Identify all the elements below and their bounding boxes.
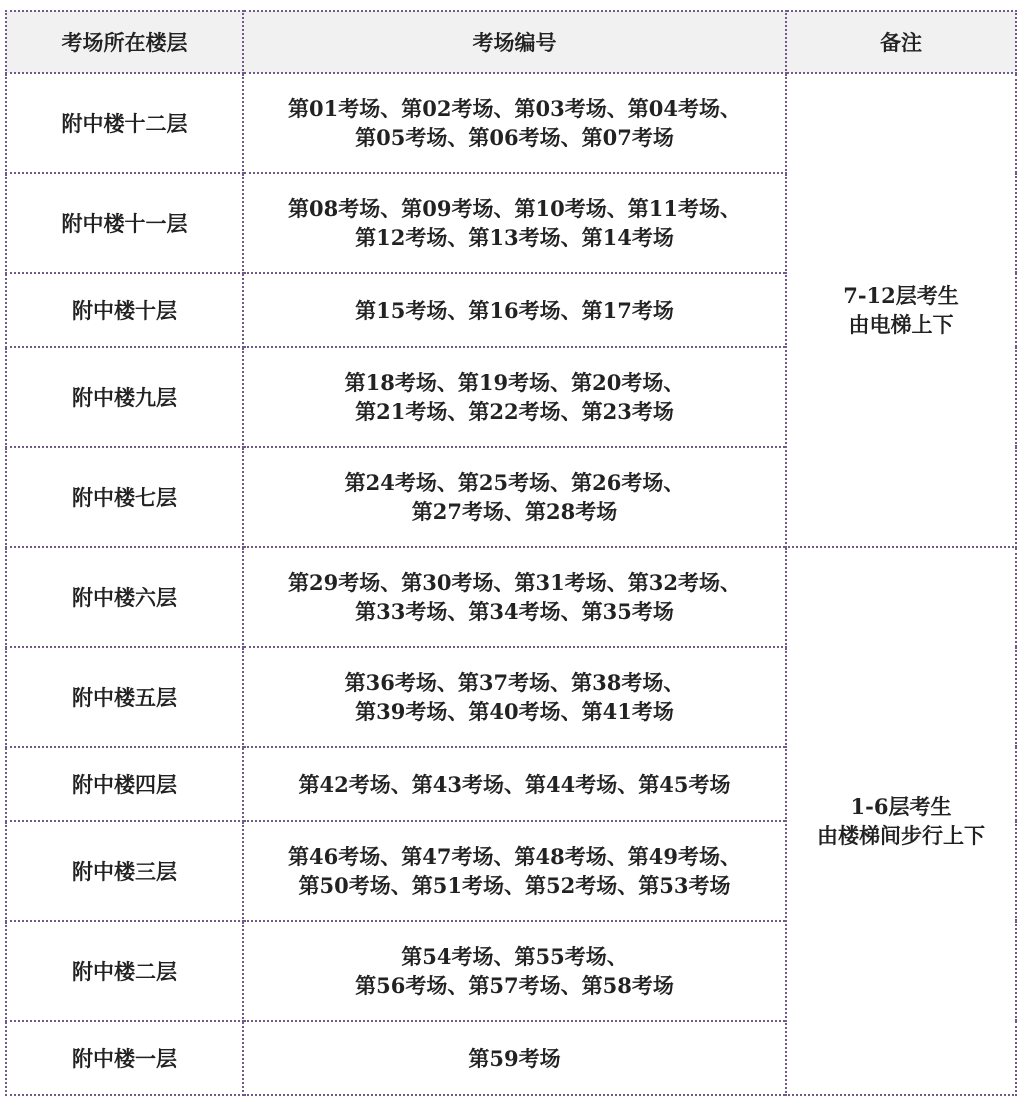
note-cell-upper-floors [786, 73, 1016, 547]
note-cell-lower-floors [786, 547, 1016, 1095]
rooms-line: 第54考场、第55考场、 [401, 944, 628, 969]
header-notes: 备注 [786, 11, 1016, 73]
rooms-line: 第12考场、第13考场、第14考场 [355, 225, 674, 250]
rooms-cell [243, 647, 786, 747]
floor-cell: 附中楼九层 [6, 347, 243, 447]
rooms-line: 第27考场、第28考场 [411, 499, 618, 524]
rooms-line: 第15考场、第16考场、第17考场 [355, 297, 674, 323]
floor-cell: 附中楼四层 [6, 747, 243, 821]
floor-cell: 附中楼一层 [6, 1021, 243, 1095]
rooms-line: 第42考场、第43考场、第44考场、第45考场 [298, 771, 731, 797]
floor-cell: 附中楼六层 [6, 547, 243, 647]
rooms-line: 第56考场、第57考场、第58考场 [355, 973, 674, 998]
rooms-line: 第46考场、第47考场、第48考场、第49考场、 [288, 844, 741, 869]
note-line: 7-12层考生 [843, 283, 959, 308]
floor-cell: 附中楼七层 [6, 447, 243, 547]
note-line: 1-6层考生 [850, 794, 952, 819]
rooms-line: 第33考场、第34考场、第35考场 [355, 599, 674, 624]
header-room-numbers: 考场编号 [243, 11, 786, 73]
rooms-cell [243, 347, 786, 447]
rooms-line: 第36考场、第37考场、第38考场、 [344, 670, 685, 695]
rooms-line: 第21考场、第22考场、第23考场 [355, 399, 674, 424]
rooms-cell [243, 447, 786, 547]
rooms-line: 第29考场、第30考场、第31考场、第32考场、 [288, 570, 741, 595]
rooms-line: 第01考场、第02考场、第03考场、第04考场、 [288, 96, 741, 121]
table-row [6, 73, 1016, 173]
exam-room-table-container [5, 10, 1015, 1096]
rooms-line: 第39考场、第40考场、第41考场 [355, 699, 674, 724]
floor-cell: 附中楼十层 [6, 273, 243, 347]
note-line: 由电梯上下 [848, 312, 954, 337]
rooms-line: 第18考场、第19考场、第20考场、 [344, 370, 685, 395]
table-row [6, 547, 1016, 647]
rooms-cell [243, 547, 786, 647]
rooms-line: 第59考场 [468, 1045, 561, 1071]
rooms-cell [243, 747, 786, 821]
floor-cell: 附中楼二层 [6, 921, 243, 1021]
rooms-line: 第50考场、第51考场、第52考场、第53考场 [298, 873, 731, 898]
rooms-cell [243, 821, 786, 921]
header-floor: 考场所在楼层 [6, 11, 243, 73]
rooms-cell [243, 921, 786, 1021]
table-header-row [6, 11, 1016, 73]
rooms-cell [243, 1021, 786, 1095]
rooms-line: 第24考场、第25考场、第26考场、 [344, 470, 685, 495]
rooms-cell [243, 273, 786, 347]
rooms-line: 第05考场、第06考场、第07考场 [355, 125, 674, 150]
rooms-cell [243, 73, 786, 173]
rooms-cell [243, 173, 786, 273]
rooms-line: 第08考场、第09考场、第10考场、第11考场、 [288, 196, 741, 221]
floor-cell: 附中楼五层 [6, 647, 243, 747]
floor-cell: 附中楼十一层 [6, 173, 243, 273]
floor-cell: 附中楼十二层 [6, 73, 243, 173]
floor-cell: 附中楼三层 [6, 821, 243, 921]
exam-room-table [5, 10, 1017, 1096]
note-line: 由楼梯间步行上下 [817, 823, 985, 848]
